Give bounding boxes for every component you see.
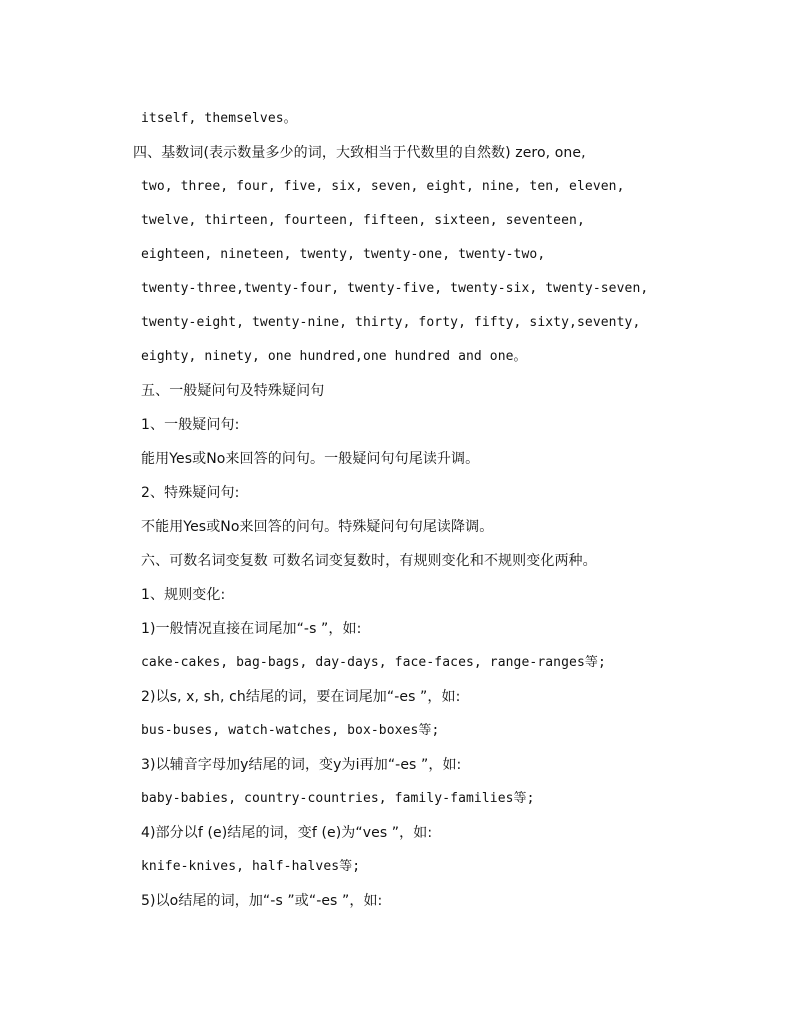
text-line-special-question: 不能用Yes或No来回答的问句。特殊疑问句句尾读降调。 <box>141 519 494 535</box>
example-add-s: cake-cakes, bag-bags, day-days, face-faces, range-ranges等; <box>141 655 606 670</box>
text-line-numbers-80-101: eighty, ninety, one hundred,one hundred and one。 <box>141 349 527 364</box>
rule-add-es: 2)以s, x, sh, ch结尾的词，要在词尾加“-es ”，如: <box>141 689 461 705</box>
subheading-general-question: 1、一般疑问句: <box>141 417 240 433</box>
rule-y-to-ies: 3)以辅音字母加y结尾的词，变y为i再加“-es ”，如: <box>141 757 462 773</box>
text-line-numbers-18-22: eighteen, nineteen, twenty, twenty-one, twenty-two, <box>141 247 546 262</box>
section-heading-plural-nouns: 六、可数名词变复数 可数名词变复数时，有规则变化和不规则变化两种。 <box>141 553 597 569</box>
rule-f-to-ves: 4)部分以f (e)结尾的词，变f (e)为“ves ”，如: <box>141 825 433 841</box>
text-line-itself-themselves: itself, themselves。 <box>141 111 297 126</box>
section-heading-questions: 五、一般疑问句及特殊疑问句 <box>141 383 325 399</box>
text-line-numbers-12-17: twelve, thirteen, fourteen, fifteen, sixteen, seventeen, <box>141 213 585 228</box>
rule-o-ending: 5)以o结尾的词，加“-s ”或“-es ”，如: <box>141 893 383 909</box>
text-line-general-question: 能用Yes或No来回答的问句。一般疑问句句尾读升调。 <box>141 451 480 467</box>
text-line-numbers-28-70: twenty-eight, twenty-nine, thirty, forty, fifty, sixty,seventy, <box>141 315 641 330</box>
section-heading-cardinal-numbers: 四、基数词(表示数量多少的词，大致相当于代数里的自然数) zero, one, <box>133 145 586 161</box>
example-y-to-ies: baby-babies, country-countries, family-families等; <box>141 791 535 806</box>
text-line-numbers-23-27: twenty-three,twenty-four, twenty-five, twenty-six, twenty-seven, <box>141 281 649 296</box>
text-line-numbers-2-11: two, three, four, five, six, seven, eight, nine, ten, eleven, <box>141 179 625 194</box>
subheading-regular-changes: 1、规则变化: <box>141 587 226 603</box>
example-add-es: bus-buses, watch-watches, box-boxes等; <box>141 723 440 738</box>
rule-add-s: 1)一般情况直接在词尾加“-s ”，如: <box>141 621 362 637</box>
subheading-special-question: 2、特殊疑问句: <box>141 485 240 501</box>
example-f-to-ves: knife-knives, half-halves等; <box>141 859 361 874</box>
